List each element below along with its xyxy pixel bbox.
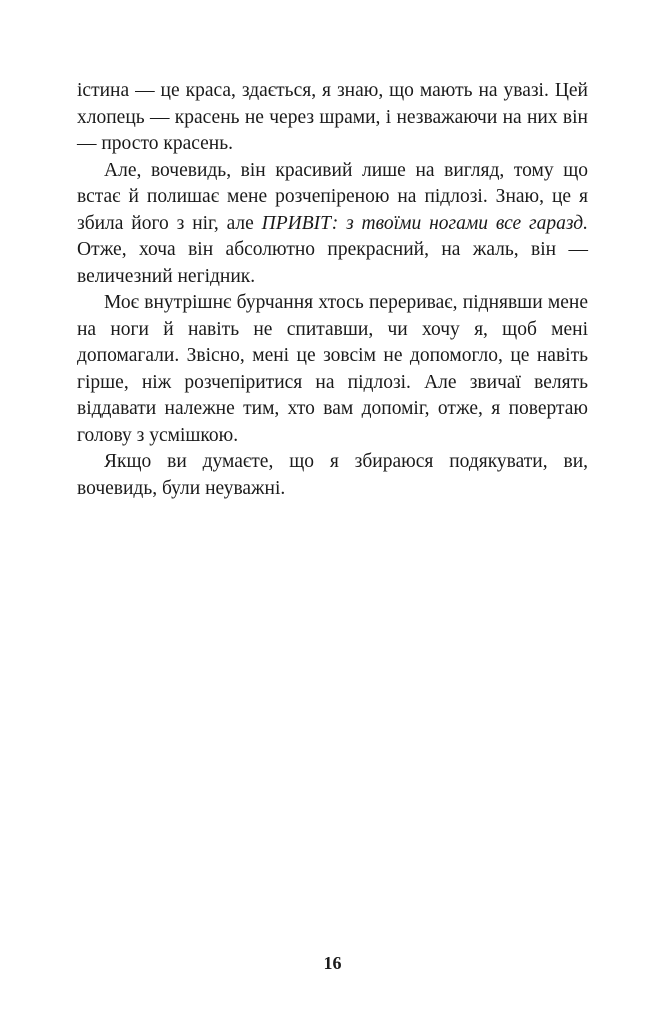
paragraph-3-text: Моє внутрішнє бурчання хтось перериває, піднявши мене на ноги й навіть не спитавши, чи хочу я, щоб мені допомагали. Звісно, мені це зовсім не допомогло, це навіть гірше, ніж розчепіритися на підлозі. Але звичаї велять віддавати належне тим, хто вам допоміг, отже, я повертаю голову з усмішкою.	[77, 292, 588, 446]
paragraph-2	[77, 158, 588, 291]
paragraph-1	[77, 78, 588, 158]
paragraph-4-text: Якщо ви думаєте, що я збираюся подякувати, ви, вочевидь, були неуважні.	[77, 451, 588, 499]
page-number: 16	[323, 953, 342, 973]
paragraph-1-text: істина — це краса, здається, я знаю, що мають на увазі. Цей хлопець — красень не через шрами, і незважаючи на них він — просто красень.	[77, 80, 588, 154]
paragraph-2-text-a: Але, вочевидь, він красивий лише на вигляд, тому що встає й полишає мене розчепіреною на підлозі. Знаю, це я збила його з ніг, але	[77, 159, 588, 234]
paragraph-2-text-b: Отже, хоча він абсолютно прекрасний, на жаль, він — величезний негідник.	[77, 239, 588, 287]
paragraph-4	[77, 449, 588, 502]
body-text	[77, 78, 588, 502]
paragraph-3	[77, 290, 588, 449]
paragraph-2-italic-phrase: ПРИВІТ: з твоїми ногами все гаразд.	[261, 212, 588, 234]
